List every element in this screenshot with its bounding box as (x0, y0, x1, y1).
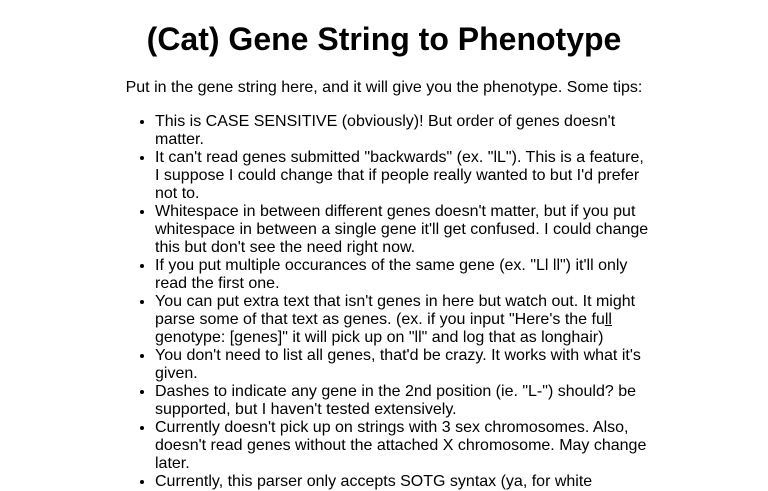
tip-sotg-syntax: • Currently, this parser only accepts SOTG syntax (ya, for white (155, 473, 650, 491)
tip-sex-chromosomes: • Currently doesn't pick up on strings with 3 sex chromosomes. Also, doesn't read genes without the attached X chromosome. May change later. (155, 419, 650, 473)
tip-extra-text (155, 293, 650, 347)
tip-extra-text-before: You can put extra text that isn't genes in here but watch out. It might parse some of that text as genes. (ex. if you input "Here's the fu (155, 293, 636, 328)
tip-multiple-occurrences: • If you put multiple occurances of the same gene (ex. "Ll ll") it'll only read the first one. (155, 257, 650, 293)
tips-list (115, 113, 650, 491)
tip-extra-text-after: genotype: [genes]" it will pick up on "ll" and log that as longhair) (155, 329, 604, 346)
tip-case-sensitive: • This is CASE SENSITIVE (obviously)! But order of genes doesn't matter. (155, 113, 650, 149)
tip-extra-text-underlined: ll (604, 311, 612, 328)
tip-list-all-genes: • You don't need to list all genes, that'd be crazy. It works with what it's given. (155, 347, 650, 383)
tip-whitespace: • Whitespace in between different genes doesn't matter, but if you put whitespace in between a single gene it'll get confused. I could change this but don't see the need right now. (155, 203, 650, 257)
intro-text: Put in the gene string here, and it will give you the phenotype. Some tips: (125, 79, 643, 96)
tip-backwards-genes: • It can't read genes submitted "backwards" (ex. "lL"). This is a feature, I suppose I could change that if people really wanted to but I'd prefer not to. (155, 149, 650, 203)
tip-dashes: • Dashes to indicate any gene in the 2nd position (ie. "L-") should? be supported, but I haven't tested extensively. (155, 383, 650, 419)
page-title: (Cat) Gene String to Phenotype (146, 21, 622, 57)
